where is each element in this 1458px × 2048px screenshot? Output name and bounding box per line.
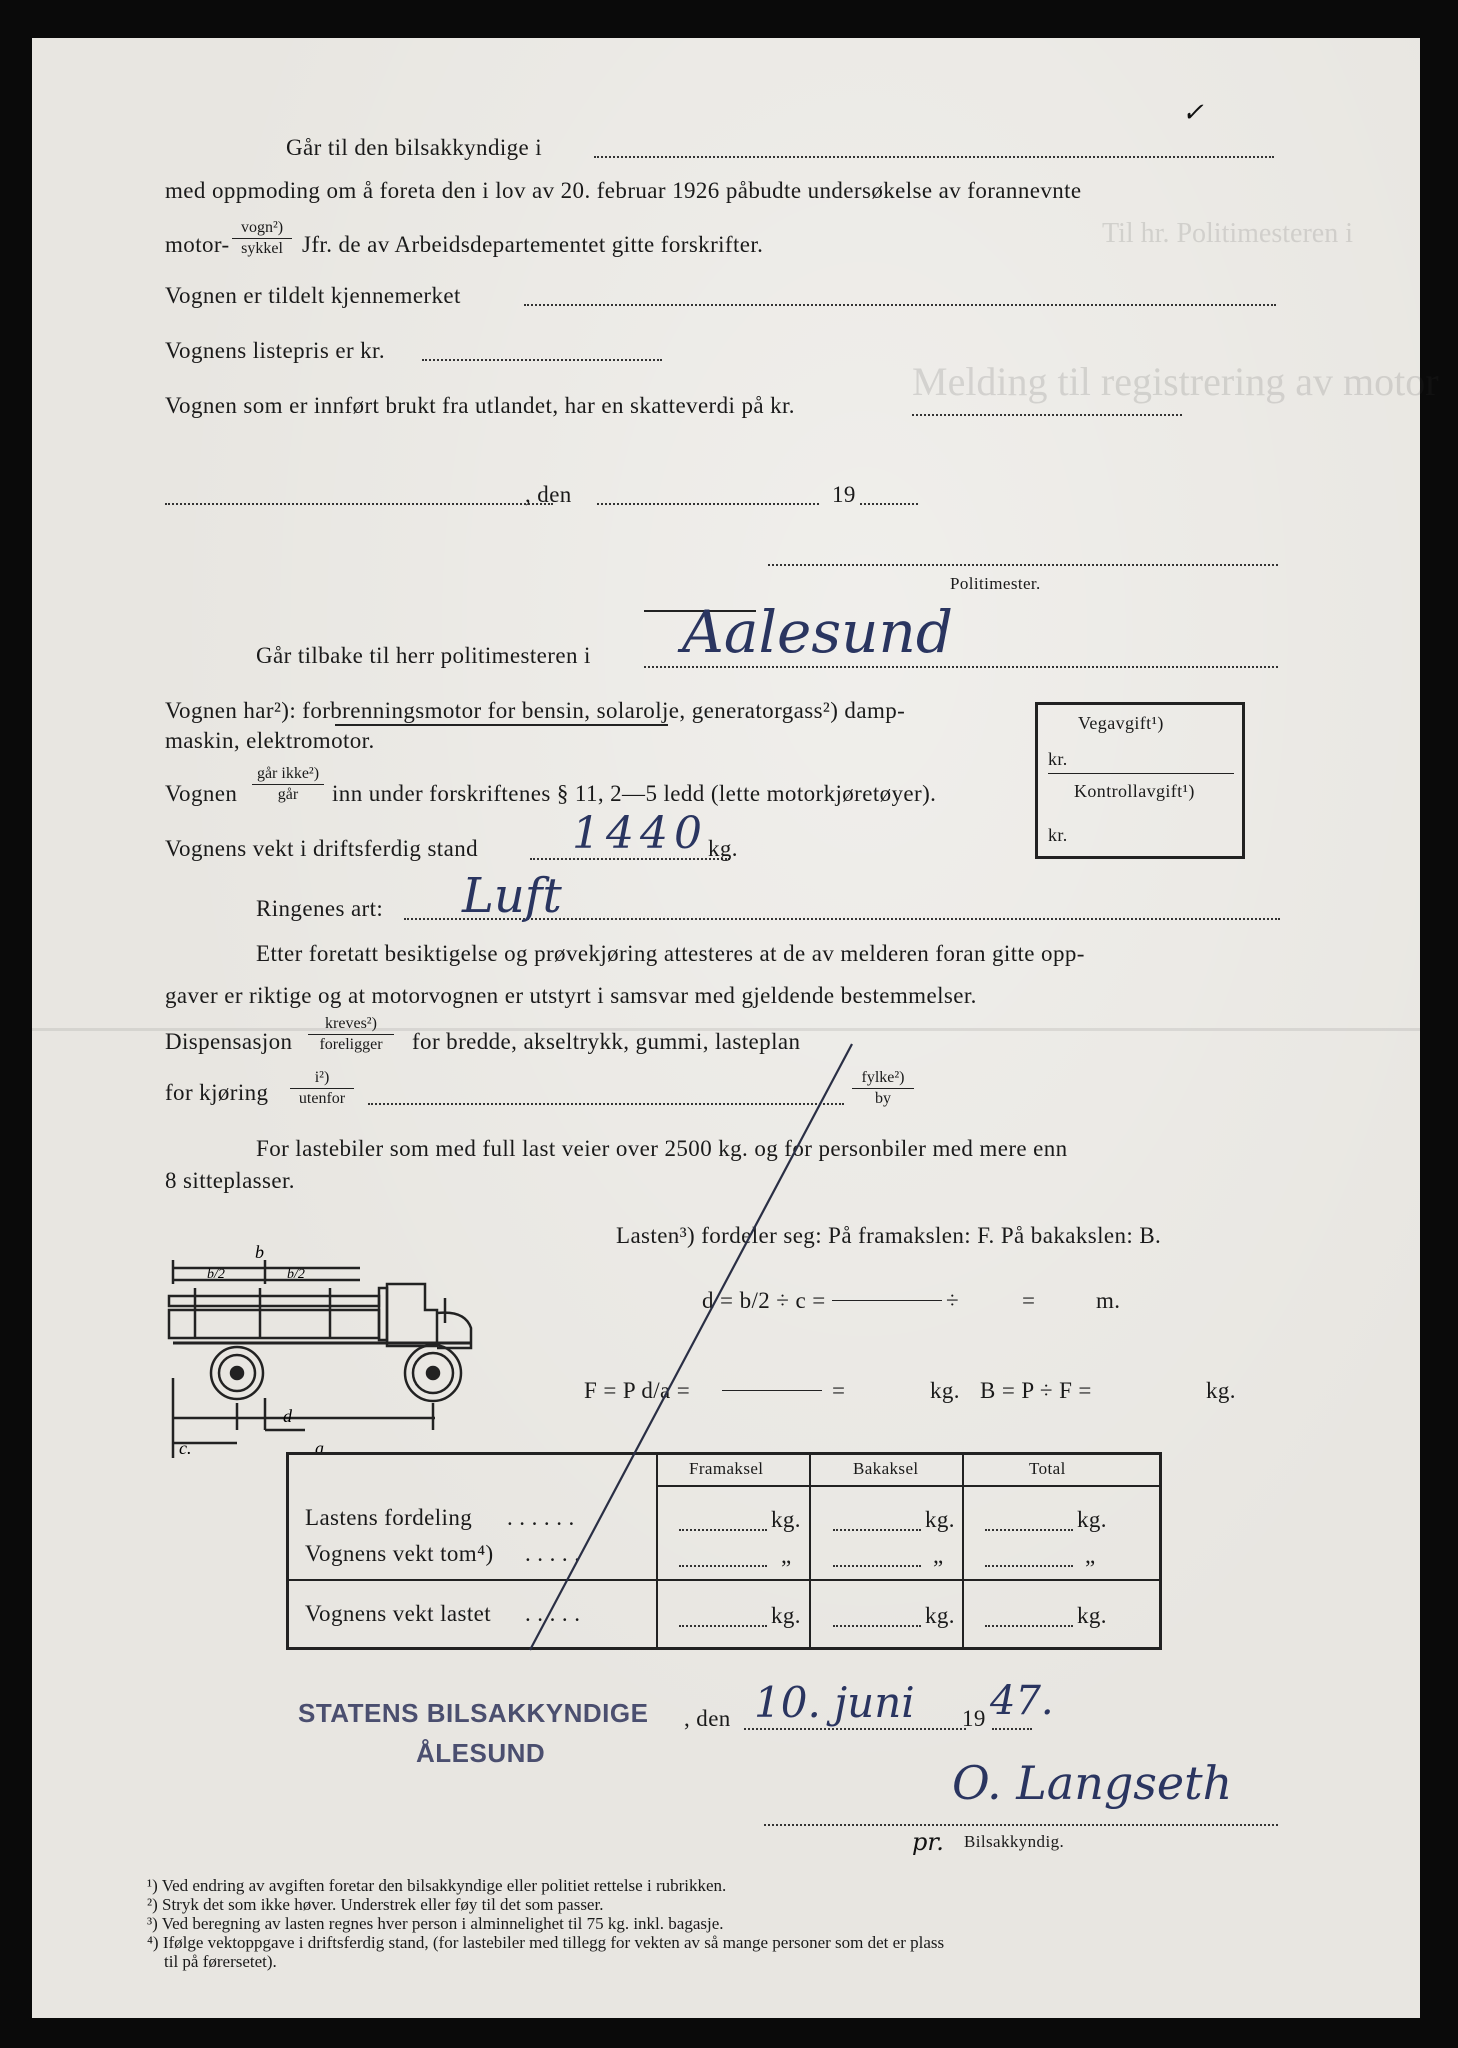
signature-date-handwriting: 10. juni (754, 1678, 915, 1727)
fee-box (1035, 702, 1245, 859)
truck-line1: For lastebiler som med full last veier over 2500 kg. og for personbiler med mere enn (256, 1136, 1068, 1161)
cell-lastet-bak-unit: kg. (925, 1603, 955, 1628)
motor-numerator: vogn²) (232, 218, 292, 239)
cell-tom-bak-unit: „ (933, 1543, 944, 1568)
signature-den: , den (684, 1706, 731, 1731)
inspector-sign-line (764, 1824, 1278, 1826)
stamp-line1: STATENS BILSAKKYNDIGE (298, 1698, 649, 1728)
bilsakkyndig-label: Bilsakkyndig. (964, 1832, 1065, 1851)
rings-label: Ringenes art: (256, 896, 384, 921)
inspector-signature: O. Langseth (952, 1756, 1233, 1810)
signature-year-prefix: 19 (962, 1706, 986, 1731)
pr-mark: pr. (912, 1828, 944, 1856)
vehicle-has-line1: Vognen har²): forbrenningsmotor for bensin, solarolje, generatorgass²) damp- (165, 698, 906, 723)
goes-fraction (252, 764, 324, 805)
cell-lastens-fram-unit: kg. (771, 1507, 801, 1532)
motor-prefix: motor- (165, 232, 230, 257)
goes-back-field (644, 666, 1278, 668)
disp-rest: for bredde, akseltrykk, gummi, lasteplan (412, 1029, 801, 1054)
cell-tom-total-unit: „ (1085, 1543, 1096, 1568)
drive-numerator: i²) (290, 1068, 354, 1089)
diagram-label-a: a (315, 1438, 324, 1458)
bleed-through-text: Til hr. Politimesteren i (1102, 218, 1353, 249)
politimester-label: Politimester. (950, 574, 1041, 593)
fee-divider (1048, 773, 1234, 774)
header-framaksel: Framaksel (689, 1459, 764, 1478)
year-19: 19 (832, 482, 856, 507)
motor-fraction (232, 218, 292, 259)
date-field (597, 503, 819, 505)
place-den: , den (525, 482, 572, 507)
f-formula: F = P d/a = (584, 1378, 691, 1403)
weight-label: Vognens vekt i driftsferdig stand (165, 836, 479, 861)
d-equals: = (1022, 1288, 1036, 1313)
vegavgift-kr: kr. (1048, 749, 1068, 769)
drive-numerator2: fylke²) (852, 1068, 914, 1089)
truck-line2: 8 sitteplasser. (165, 1168, 295, 1193)
truck-cab (387, 1284, 437, 1346)
vehicle-has-line2: maskin, elektromotor. (165, 728, 375, 753)
goes-rest: inn under forskriftenes § 11, 2—5 ledd (lette motorkjøretøyer). (332, 781, 937, 806)
reg-mark-label: Vognen er tildelt kjennemerket (165, 283, 461, 308)
stamp-line2: ÅLESUND (416, 1738, 546, 1768)
goes-to-field (594, 156, 1274, 158)
cell-lastens-bak-unit: kg. (925, 1507, 955, 1532)
diagram-label-d: d (283, 1406, 292, 1426)
cell-lastet-total-unit: kg. (1077, 1603, 1107, 1628)
truck-bed (169, 1310, 379, 1338)
year-field (860, 503, 918, 505)
document-page (32, 38, 1439, 2018)
diagram-label-b2a: b/2 (207, 1267, 225, 1282)
weight-handwriting: 1440 (572, 808, 708, 859)
motor-rest: Jfr. de av Arbeidsdepartementet gitte forskrifter. (302, 232, 764, 257)
signature-year-handwriting: 47. (990, 1678, 1054, 1724)
drive-fraction (290, 1068, 354, 1109)
place-field (165, 503, 553, 505)
row-lastet-label: Vognens vekt lastet (305, 1601, 492, 1626)
list-price-field (422, 359, 662, 361)
corner-mark: ✓ (1182, 98, 1204, 128)
signature-year-field (992, 1728, 1032, 1730)
attest-line1: Etter foretatt besiktigelse og prøvekjøring attesteres at de av melderen foran gitte opp- (256, 941, 1085, 966)
f-kg: kg. (930, 1378, 960, 1403)
motor-denominator: sykkel (241, 240, 283, 257)
header-bakaksel: Bakaksel (853, 1459, 919, 1478)
load-intro: Lasten³) fordeler seg: På framakslen: F. På bakakslen: B. (616, 1223, 1162, 1248)
diagonal-strike-line (522, 1038, 862, 1658)
rings-handwriting: Luft (462, 868, 562, 924)
disp-prefix: Dispensasjon (165, 1029, 293, 1054)
disp-denominator: foreligger (319, 1036, 383, 1053)
cell-tom-total (985, 1565, 1073, 1567)
header-total: Total (1029, 1459, 1066, 1478)
attest-line2: gaver er riktige og at motorvognen er utstyrt i samsvar med gjeldende bestemmelser. (165, 983, 977, 1008)
b-formula: B = P ÷ F = (980, 1378, 1092, 1403)
goes-prefix: Vognen (165, 781, 238, 806)
drive-denominator: utenfor (298, 1090, 346, 1107)
diagram-label-c: c. (179, 1438, 192, 1458)
goes-to-label: Går til den bilsakkyndige i (286, 135, 543, 160)
footnote-1: ¹) Ved endring av avgiften foretar den bilsakkyndige eller politiet rettelse i rubrikken. (147, 1876, 727, 1895)
b-kg: kg. (1206, 1378, 1236, 1403)
cell-lastens-total (985, 1529, 1073, 1531)
diagram-label-b: b (255, 1242, 264, 1262)
d-divide: ÷ (946, 1288, 960, 1313)
kontrollavgift-label: Kontrollavgift¹) (1074, 781, 1195, 801)
row-lastens-dots: . . . . . . (507, 1505, 575, 1530)
list-price-label: Vognens listepris er kr. (165, 338, 385, 363)
d-unit: m. (1096, 1288, 1121, 1313)
import-value-field (912, 414, 1182, 416)
d-formula: d = b/2 ÷ c = (702, 1288, 826, 1313)
footnote-4-cont: til på førersetet). (147, 1952, 277, 1971)
weight-unit: kg. (708, 836, 738, 861)
drive-denominator2: by (875, 1090, 891, 1107)
cell-lastet-total (985, 1625, 1073, 1627)
vegavgift-label: Vegavgift¹) (1078, 713, 1164, 733)
footnote-2: ²) Stryk det som ikke høver. Understrek eller føy til det som passer. (147, 1895, 604, 1914)
drive-prefix: for kjøring (165, 1080, 269, 1105)
disp-numerator: kreves²) (308, 1014, 394, 1035)
goes-numerator: går ikke²) (252, 764, 324, 785)
cell-lastens-total-unit: kg. (1077, 1507, 1107, 1532)
row-tom-dots: . . . . . (525, 1541, 581, 1566)
kontrollavgift-kr: kr. (1048, 825, 1068, 845)
cell-lastet-fram-unit: kg. (771, 1603, 801, 1628)
row-lastens-label: Lastens fordeling (305, 1505, 473, 1530)
row-tom-label: Vognens vekt tom⁴) (305, 1541, 494, 1566)
goes-back-label: Går tilbake til herr politimesteren i (256, 643, 591, 668)
row-lastet-dots: . . . . . (525, 1601, 581, 1626)
import-value-label: Vognen som er innført brukt fra utlandet, har en skatteverdi på kr. (165, 393, 795, 418)
footnote-4: ⁴) Ifølge vektoppgave i driftsferdig stand, (for lastebiler med tillegg for vekten av så mange personer som det er plass (147, 1933, 945, 1952)
footnote-3: ³) Ved beregning av lasten regnes hver person i alminnelighet til 75 kg. inkl. bagasje. (147, 1914, 724, 1933)
politimester-sign-line (768, 564, 1278, 566)
request-line: med oppmoding om å foreta den i lov av 20. februar 1926 påbudte undersøkelse av forannevnte (165, 178, 1082, 203)
f-equals: = (832, 1378, 846, 1403)
goes-denominator: går (277, 786, 299, 803)
underline-bensin (335, 724, 668, 726)
reg-mark-field (524, 304, 1276, 306)
truck-bed-top (169, 1296, 379, 1306)
disp-fraction (308, 1014, 394, 1055)
signature-date-field (744, 1728, 966, 1730)
diagram-label-b2b: b/2 (287, 1267, 305, 1282)
city-handwriting: Aalesund (682, 598, 953, 666)
bleed-through-heading: Melding til registrering av motor (912, 359, 1439, 404)
cell-tom-fram-unit: „ (781, 1543, 792, 1568)
